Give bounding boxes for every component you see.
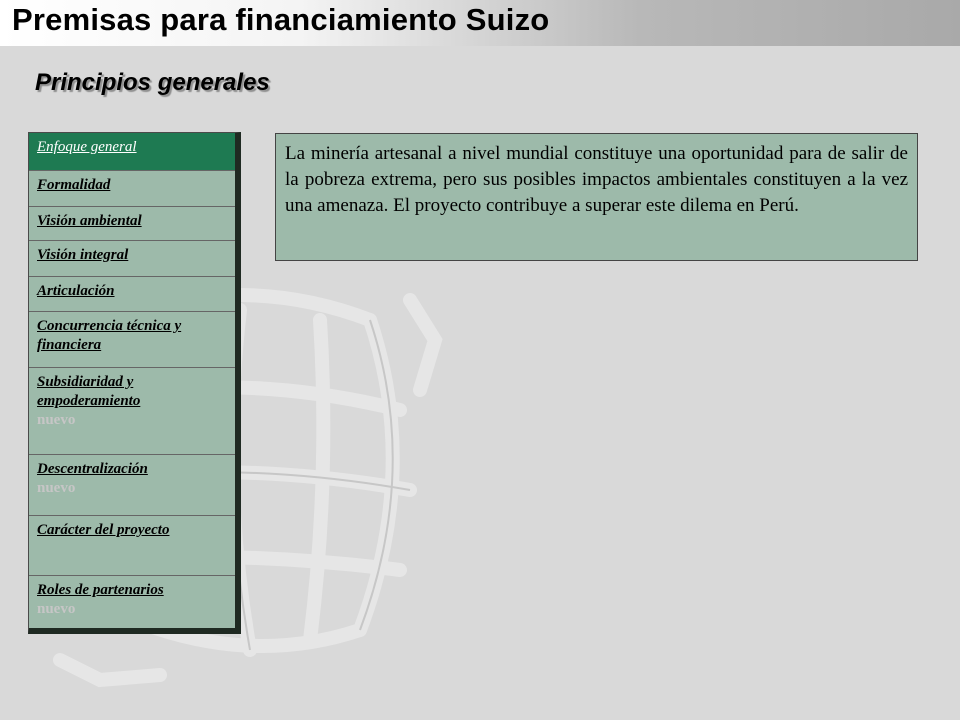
menu-item-label[interactable]: Roles de partenarios — [37, 582, 164, 598]
menu-item-label[interactable]: Descentralización — [37, 461, 148, 477]
new-badge: nuevo — [37, 412, 76, 428]
principles-menu — [28, 132, 241, 634]
menu-item-caracter-proyecto[interactable] — [29, 516, 235, 576]
menu-item-formalidad[interactable] — [29, 171, 235, 207]
menu-item-label[interactable]: Subsidiaridad y empoderamiento — [37, 374, 141, 409]
menu-item-label[interactable]: Visión integral — [37, 247, 129, 263]
page-title: Premisas para financiamiento Suizo — [12, 2, 550, 37]
menu-item-label[interactable]: Formalidad — [37, 177, 111, 193]
menu-item-label[interactable]: Enfoque general — [37, 139, 137, 155]
new-badge: nuevo — [37, 601, 76, 617]
menu-item-articulacion[interactable] — [29, 277, 235, 312]
title-bar — [0, 0, 960, 46]
menu-item-enfoque-general[interactable] — [29, 133, 235, 171]
menu-item-vision-ambiental[interactable] — [29, 207, 235, 241]
menu-item-concurrencia[interactable] — [29, 312, 235, 368]
menu-item-subsidiaridad[interactable] — [29, 368, 235, 455]
new-badge: nuevo — [37, 480, 76, 496]
menu-item-label[interactable]: Concurrencia técnica y financiera — [37, 318, 182, 353]
menu-item-label[interactable]: Articulación — [37, 283, 115, 299]
description-box: La minería artesanal a nivel mundial constituye una oportunidad para de salir de la pobreza extrema, pero sus posibles impactos ambientales constituyen a la vez una amenaza. El proyecto contribuye a superar este dilema en Perú. — [275, 133, 918, 261]
menu-item-descentralizacion[interactable] — [29, 455, 235, 516]
menu-item-roles-partenarios[interactable] — [29, 576, 235, 628]
section-subtitle: Principios generales — [35, 69, 270, 96]
menu-item-vision-integral[interactable] — [29, 241, 235, 277]
menu-item-label[interactable]: Visión ambiental — [37, 213, 142, 229]
menu-item-label[interactable]: Carácter del proyecto — [37, 522, 170, 538]
